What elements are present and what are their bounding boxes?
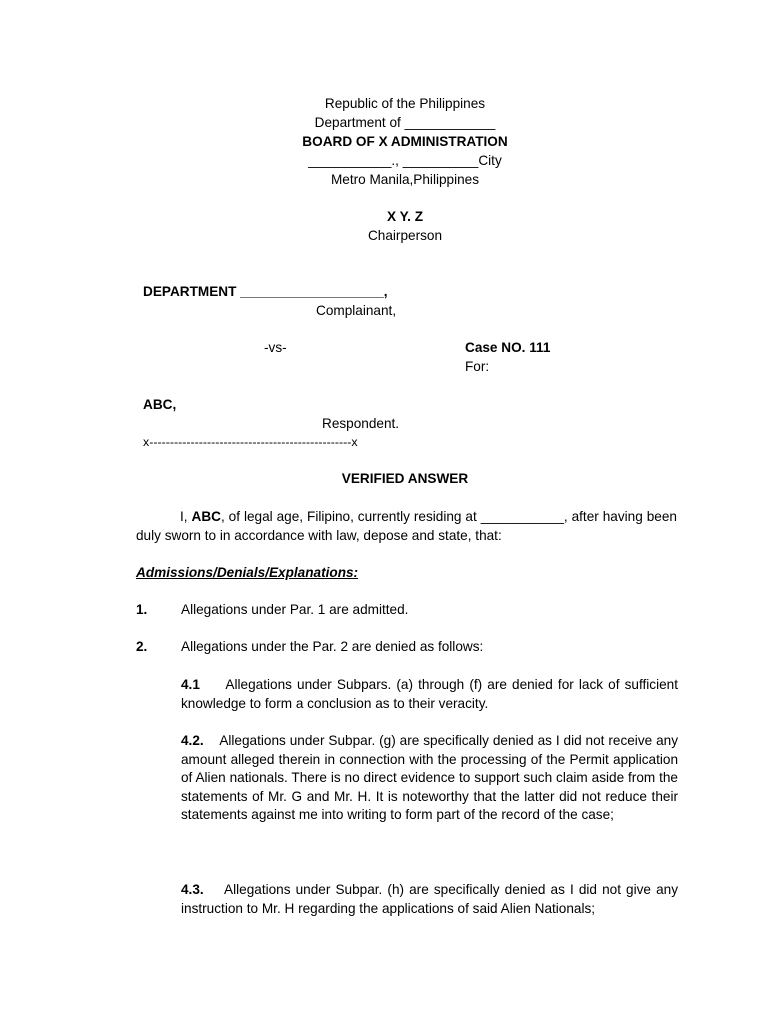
subitem-4-2 bbox=[181, 732, 678, 825]
subitem-4-3 bbox=[181, 881, 678, 918]
header-republic: Republic of the Philippines bbox=[324, 96, 486, 111]
subitem-4-2-text: Allegations under Subpar. (g) are specifically denied as I did not receive any amount alleged therein in connection with the processing of the Permit application of Alien nationals. There is no direct evidence to support such claim aside from the statements of Mr. G and Mr. H. It is noteworthy that the latter did not reduce their statements against me into writing to form part of the record of the case; bbox=[181, 733, 679, 823]
item-2-number: 2. bbox=[136, 639, 148, 654]
intro-pre: I, bbox=[180, 509, 192, 524]
subitem-4-1-number: 4.1 bbox=[181, 677, 200, 692]
header-board: BOARD OF X ADMINISTRATION bbox=[302, 134, 508, 149]
header-city: ___________., __________City bbox=[308, 153, 502, 168]
item-1-text: Allegations under Par. 1 are admitted. bbox=[181, 602, 409, 617]
item-1-number: 1. bbox=[136, 602, 148, 617]
subitem-4-2-number: 4.2. bbox=[181, 733, 204, 748]
item-2-text: Allegations under the Par. 2 are denied as follows: bbox=[181, 639, 484, 654]
subitem-4-1 bbox=[181, 676, 678, 713]
header-department: Department of ____________ bbox=[314, 115, 496, 130]
header-metro-manila: Metro Manila,Philippines bbox=[330, 172, 480, 187]
subitem-4-1-text: Allegations under Subpars. (a) through (f) are denied for lack of sufficient knowledge to form a conclusion as to their veracity. bbox=[181, 677, 679, 711]
chairperson-name: X Y. Z bbox=[386, 209, 423, 224]
intro-paragraph bbox=[136, 508, 677, 545]
complainant-name: DEPARTMENT ___________________, bbox=[143, 284, 388, 299]
subitem-4-3-number: 4.3. bbox=[181, 882, 204, 897]
complainant-role: Complainant, bbox=[316, 303, 397, 318]
chairperson-title: Chairperson bbox=[367, 228, 443, 243]
caption-separator: x-------------------------------------------------x bbox=[143, 435, 358, 449]
case-number: Case NO. 111 bbox=[465, 340, 551, 355]
intro-name: ABC bbox=[191, 509, 221, 524]
intro-text: , of legal age, Filipino, currently residing at ___________, after having been duly sworn to in accordance with law, depose and state, that: bbox=[136, 509, 677, 543]
case-for: For: bbox=[465, 359, 490, 374]
respondent-role: Respondent. bbox=[322, 416, 400, 431]
respondent-name: ABC, bbox=[143, 397, 177, 412]
subitem-4-3-text: Allegations under Subpar. (h) are specifically denied as I did not give any instruction to Mr. H regarding the applications of said Alien Nationals; bbox=[181, 882, 678, 916]
document-title: VERIFIED ANSWER bbox=[341, 471, 469, 486]
section-heading: Admissions/Denials/Explanations: bbox=[136, 565, 359, 580]
versus-label: -vs- bbox=[264, 340, 287, 355]
